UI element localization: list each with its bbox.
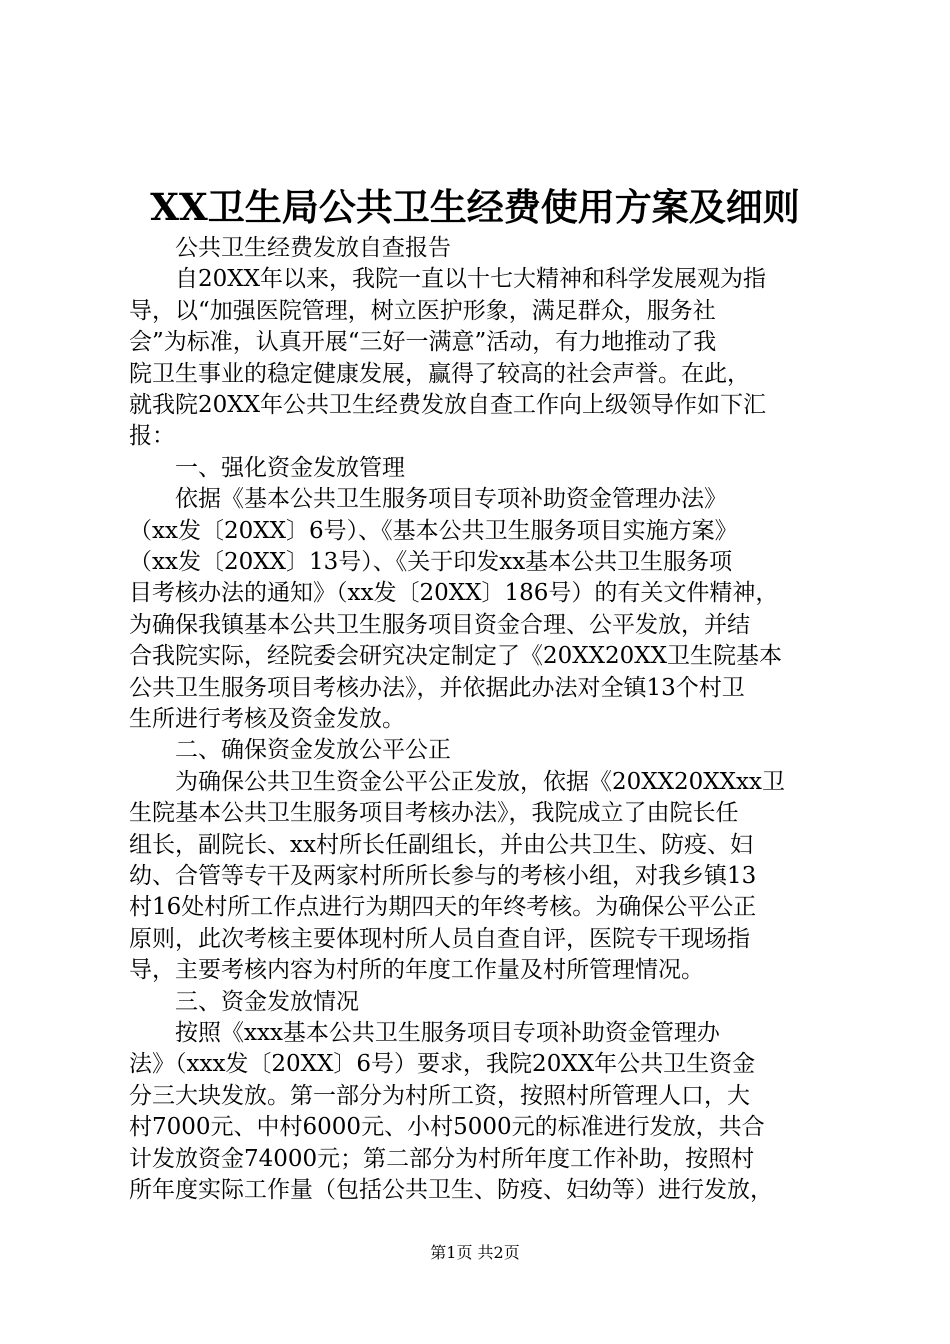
paragraph-line: 公共卫生经费发放自查报告 [129,235,451,261]
paragraph-line: 生所进行考核及资金发放。 [129,706,405,732]
paragraph-line: 导，主要考核内容为村所的年度工作量及村所管理情况。 [129,957,704,984]
paragraph-line: 生院基本公共卫生服务项目考核办法》，我院成立了由院长任 [129,800,739,827]
paragraph-line: （xx发〔20XX〕6号）、《基本公共卫生服务项目实施方案》 [129,517,738,544]
paragraph-line: 村16处村所工作点进行为期四天的年终考核。为确保公平公正 [129,894,757,921]
paragraph-line: 公共卫生服务项目考核办法》，并依据此办法对全镇13个村卫 [129,674,745,701]
paragraph-line: 组长，副院长、xx村所长任副组长，并由公共卫生、防疫、妇 [129,831,753,858]
paragraph-line: 计发放资金74000元；第二部分为村所年度工作补助，按照村 [129,1145,755,1172]
paragraph-line: 会”为标准，认真开展“三好一满意”活动，有力地推动了我 [129,329,717,356]
paragraph-line: 自20XX年以来，我院一直以十七大精神和科学发展观为指 [129,266,767,293]
paragraph-line: 幼、合管等专干及两家村所所长参与的考核小组，对我乡镇13 [129,863,757,889]
page-footer: 第1页 共2页 [430,1243,520,1262]
paragraph-line: 依据《基本公共卫生服务项目专项补助资金管理办法》 [129,486,727,513]
paragraph-line: 导，以“加强医院管理，树立医护形象，满足群众，服务社 [129,297,716,324]
paragraph-line: 报： [129,423,175,450]
paragraph-line: 原则，此次考核主要体现村所人员自查自评，医院专干现场指 [129,925,750,952]
section-heading: 三、资金发放情况 [129,988,359,1015]
section-heading: 一、强化资金发放管理 [129,454,405,481]
paragraph-line: 为确保我镇基本公共卫生服务项目资金合理、公平发放，并结 [129,611,750,638]
paragraph-line: （xx发〔20XX〕13号）、《关于印发xx基本公共卫生服务项 [129,549,733,575]
paragraph-line: 为确保公共卫生资金公平公正发放，依据《20XX20XXxx卫 [129,768,785,795]
paragraph-line: 村7000元、中村6000元、小村5000元的标准进行发放，共合 [129,1114,765,1141]
section-heading: 二、确保资金发放公平公正 [129,737,451,764]
document-title: XX卫生局公共卫生经费使用方案及细则 [150,185,800,229]
paragraph-line: 合我院实际，经院委会研究决定制定了《20XX20XX卫生院基本 [129,643,783,670]
paragraph-line: 目考核办法的通知》（xx发〔20XX〕186号）的有关文件精神， [129,580,779,607]
paragraph-line: 按照《xxx基本公共卫生服务项目专项补助资金管理办 [129,1020,720,1046]
paragraph-line: 分三大块发放。第一部分为村所工资，按照村所管理人口，大 [129,1082,750,1109]
paragraph-line: 院卫生事业的稳定健康发展，赢得了较高的社会声誉。在此， [129,360,750,387]
paragraph-line: 就我院20XX年公共卫生经费发放自查工作向上级领导作如下汇 [129,392,767,418]
paragraph-line: 法》（xxx发〔20XX〕6号）要求，我院20XX年公共卫生资金 [129,1051,756,1078]
paragraph-line: 所年度实际工作量（包括公共卫生、防疫、妇幼等）进行发放， [129,1177,773,1203]
